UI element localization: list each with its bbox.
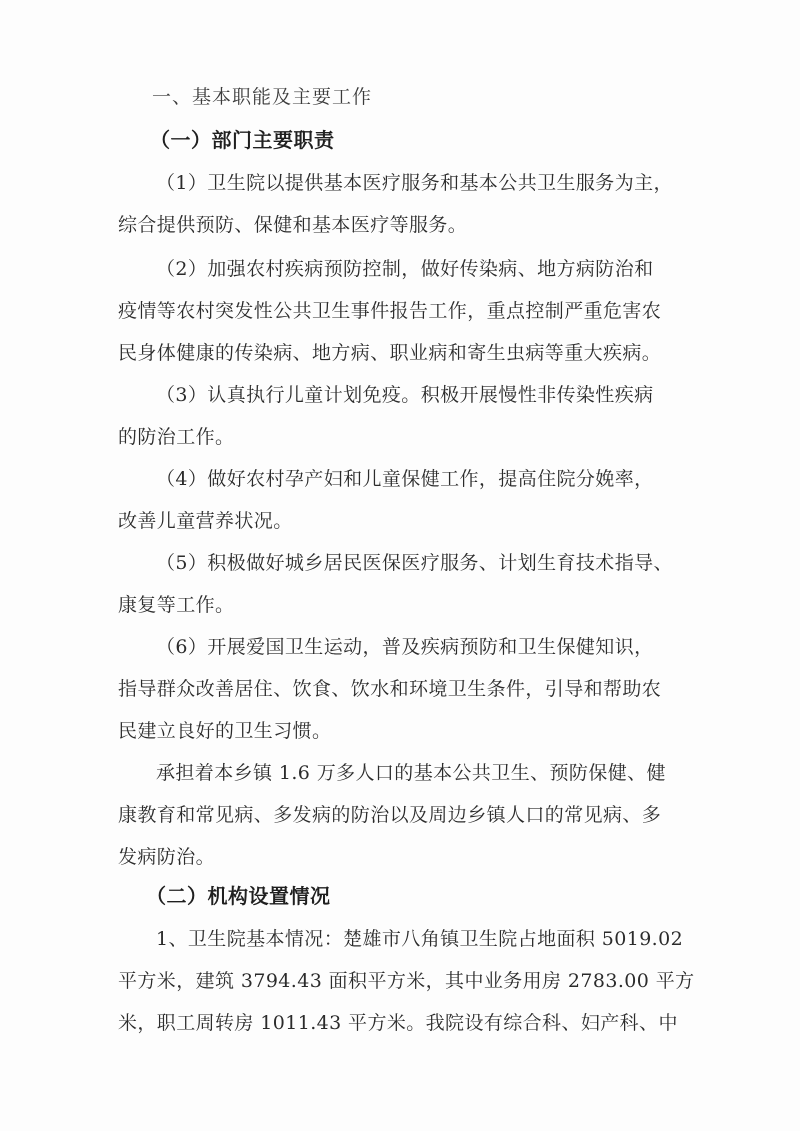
text-line: 民身体健康的传染病、地方病、职业病和寄生虫病等重大疾病。 (118, 342, 662, 364)
text-line: 民建立良好的卫生习惯。 (118, 720, 332, 742)
section-heading: 一、基本职能及主要工作 (152, 87, 373, 108)
text-line: （2）加强农村疾病预防控制，做好传染病、地方病防治和 (156, 258, 654, 280)
subsection-heading-organization: （二）机构设置情况 (146, 884, 331, 908)
text-line: 康教育和常见病、多发病的防治以及周边乡镇人口的常见病、多 (118, 804, 662, 826)
text-line: 1、卫生院基本情况：楚雄市八角镇卫生院占地面积 5019.02 (156, 928, 684, 950)
text-line: 的防治工作。 (118, 426, 235, 448)
text-line: 康复等工作。 (118, 594, 235, 616)
text-line: （6）开展爱国卫生运动，普及疾病预防和卫生保健知识， (156, 636, 654, 658)
text-line: 平方米，建筑 3794.43 面积平方米，其中业务用房 2783.00 平方 (118, 970, 695, 992)
duty-item-6 (118, 626, 688, 752)
subsection-heading-duties: （一）部门主要职责 (150, 128, 335, 152)
text-line: （4）做好农村孕产妇和儿童保健工作，提高住院分娩率， (156, 468, 654, 490)
duty-item-4 (118, 458, 688, 542)
duty-item-1 (118, 162, 688, 246)
text-line: （5）积极做好城乡居民医保医疗服务、计划生育技术指导、 (156, 552, 673, 574)
text-line: 承担着本乡镇 1.6 万多人口的基本公共卫生、预防保健、健 (156, 762, 666, 784)
duty-item-5 (118, 542, 688, 626)
duty-item-2 (118, 248, 688, 374)
text-line: 米，职工周转房 1011.43 平方米。我院设有综合科、妇产科、中 (118, 1012, 678, 1034)
duty-item-3 (118, 374, 688, 458)
text-line: （1）卫生院以提供基本医疗服务和基本公共卫生服务为主， (156, 172, 673, 194)
text-line: 发病防治。 (118, 846, 216, 868)
text-line: 综合提供预防、保健和基本医疗等服务。 (118, 214, 468, 236)
text-line: 疫情等农村突发性公共卫生事件报告工作，重点控制严重危害农 (118, 300, 662, 322)
text-line: （3）认真执行儿童计划免疫。积极开展慢性非传染性疾病 (156, 384, 654, 406)
text-line: 指导群众改善居住、饮食、饮水和环境卫生条件，引导和帮助农 (118, 678, 662, 700)
text-line: 改善儿童营养状况。 (118, 510, 293, 532)
organization-item-1 (118, 918, 695, 1044)
duty-summary (118, 752, 688, 878)
